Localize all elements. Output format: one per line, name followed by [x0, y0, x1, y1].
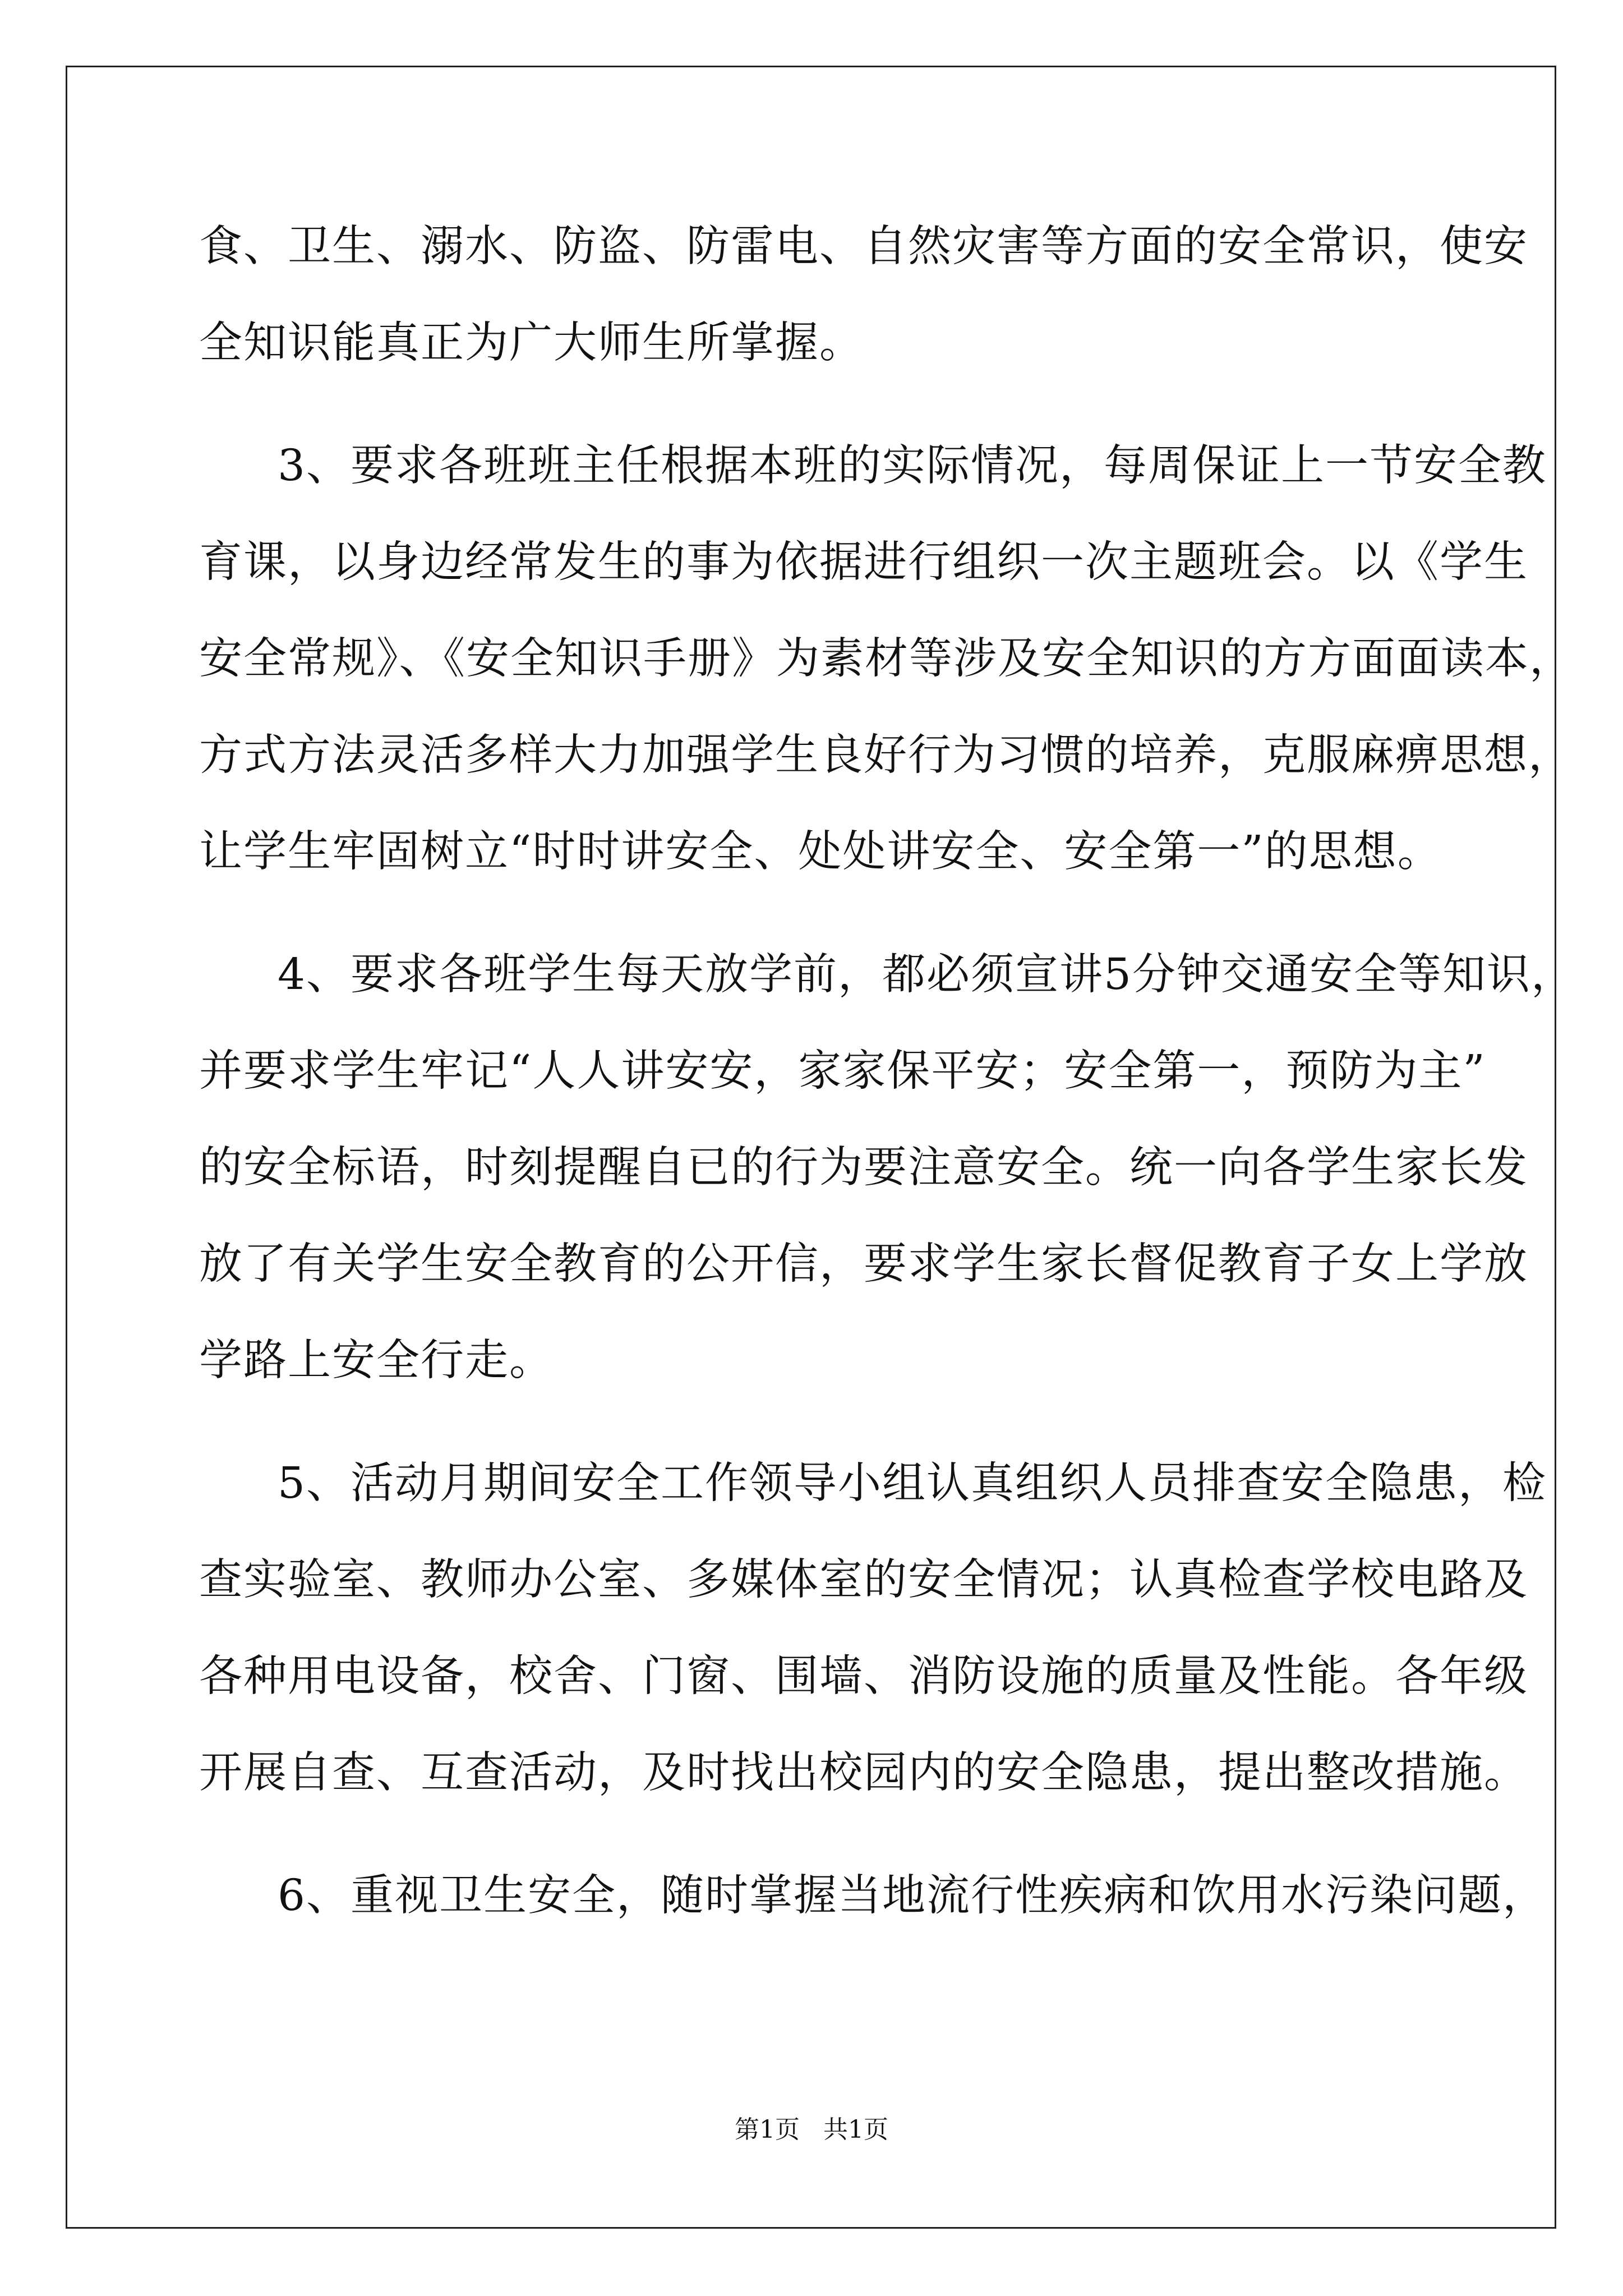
text-line: 放了有关学生安全教育的公开信，要求学生家长督促教育子女上学放	[199, 1239, 1528, 1289]
text-line: 开展自查、互查活动，及时找出校园内的安全隐患，提出整改措施。	[199, 1748, 1528, 1798]
text-line: 安全常规》、《安全知识手册》为素材等涉及安全知识的方方面面读本，	[199, 634, 1574, 684]
page-total: 共1页	[823, 2115, 888, 2144]
text-line: 并要求学生牢记“人人讲安安，家家保平安；安全第一，预防为主”	[199, 1046, 1486, 1096]
paragraph-4-start: 4、要求各班学生每天放学前，都必须宣讲5分钟交通安全等知识，	[278, 950, 1575, 1000]
page-footer	[0, 2109, 1623, 2145]
text-line: 让学生牢固树立“时时讲安全、处处讲安全、安全第一”的思想。	[199, 827, 1442, 877]
text-line: 的安全标语，时刻提醒自已的行为要注意安全。统一向各学生家长发	[199, 1143, 1528, 1193]
text-line: 全知识能真正为广大师生所掌握。	[199, 318, 864, 368]
paragraph-3-start: 3、要求各班班主任根据本班的实际情况，每周保证上一节安全教	[278, 441, 1547, 491]
text-line: 食、卫生、溺水、防盗、防雷电、自然灾害等方面的安全常识，使安	[199, 222, 1528, 272]
paragraph-6-start: 6、重视卫生安全，随时掌握当地流行性疾病和饮用水污染问题，	[278, 1871, 1547, 1921]
text-line: 方式方法灵活多样大力加强学生良好行为习惯的培养，克服麻痹思想，	[199, 730, 1573, 780]
text-line: 学路上安全行走。	[199, 1336, 554, 1386]
text-line: 各种用电设备，校舍、门窗、围墙、消防设施的质量及性能。各年级	[199, 1651, 1528, 1701]
page-number: 第1页	[735, 2115, 800, 2144]
text-line: 育课，以身边经常发生的事为依据进行组织一次主题班会。以《学生	[199, 537, 1528, 587]
paragraph-5-start: 5、活动月期间安全工作领导小组认真组织人员排查安全隐患，检	[278, 1458, 1547, 1508]
text-line: 查实验室、教师办公室、多媒体室的安全情况；认真检查学校电路及	[199, 1555, 1528, 1605]
